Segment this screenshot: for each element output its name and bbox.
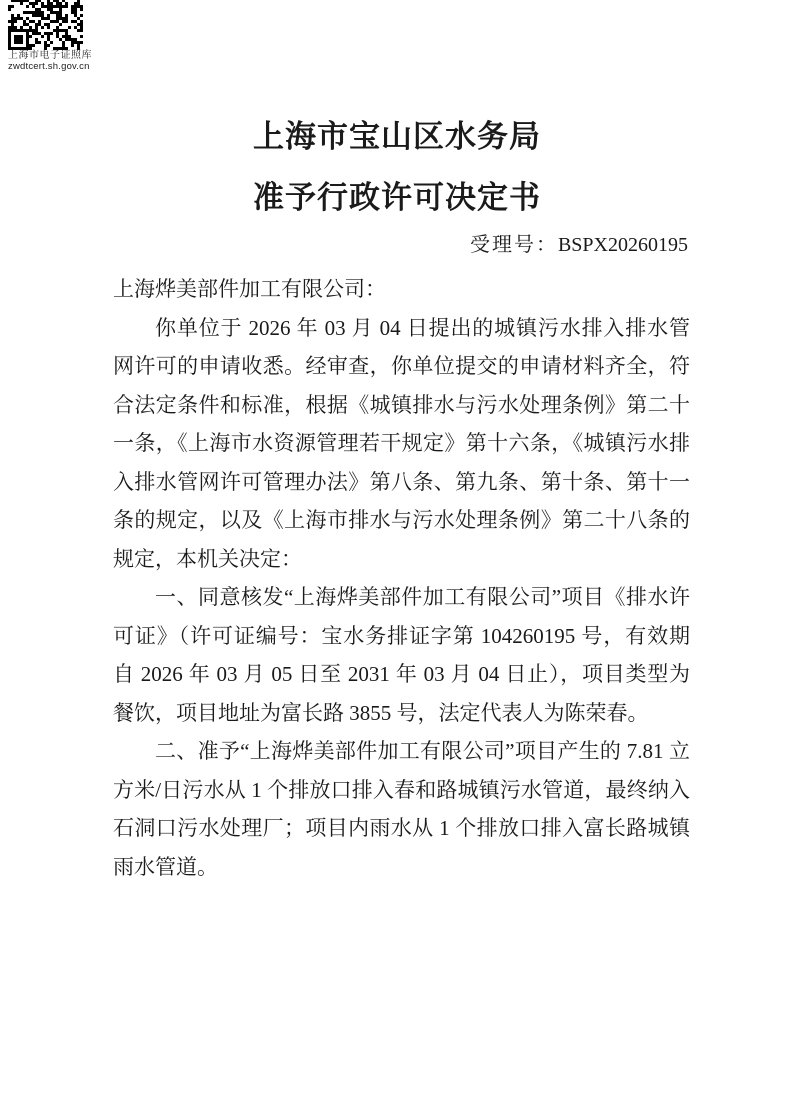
paragraph-item-one: 一、同意核发“上海烨美部件加工有限公司”项目《排水许可证》（许可证编号：宝水务排证字第 104260195 号，有效期自 2026 年 03 月 05 日至 2031 年 03 月 04 日止），项目类型为餐饮，项目地址为富长路 3855 号，法定代表人为陈荣春。 — [113, 585, 690, 725]
acceptance-number-value: BSPX20260195 — [557, 234, 688, 256]
acceptance-number-label: 受理号： — [469, 234, 558, 256]
qr-code-icon — [8, 0, 83, 50]
qr-caption-url: zwdtcert.sh.gov.cn — [8, 61, 90, 72]
paragraph-item-two: 二、准予“上海烨美部件加工有限公司”项目产生的 7.81 立方米/日污水从 1 个排放口排入春和路城镇污水管道，最终纳入石洞口污水处理厂；项目内雨水从 1 个排放口排入富长路城镇雨水管道。 — [113, 739, 690, 879]
qr-block — [8, 0, 118, 72]
document-subtitle: 准予行政许可决定书 — [253, 180, 541, 215]
document-body — [113, 270, 690, 886]
paragraph-decision-basis: 你单位于 2026 年 03 月 04 日提出的城镇污水排入排水管网许可的申请收悉。经审查，你单位提交的申请材料齐全，符合法定条件和标准，根据《城镇排水与污水处理条例》第二十一条，《上海市水资源管理若干规定》第十六条，《城镇污水排入排水管网许可管理办法》第八条、第九条、第十条、第十一条的规定，以及《上海市排水与污水处理条例》第二十八条的规定，本机关决定： — [113, 315, 690, 571]
salutation: 上海烨美部件加工有限公司： — [113, 277, 386, 301]
acceptance-number-line — [0, 232, 794, 258]
document-title: 上海市宝山区水务局 — [253, 119, 541, 154]
qr-caption-library: 上海市电子证照库 — [8, 50, 92, 61]
